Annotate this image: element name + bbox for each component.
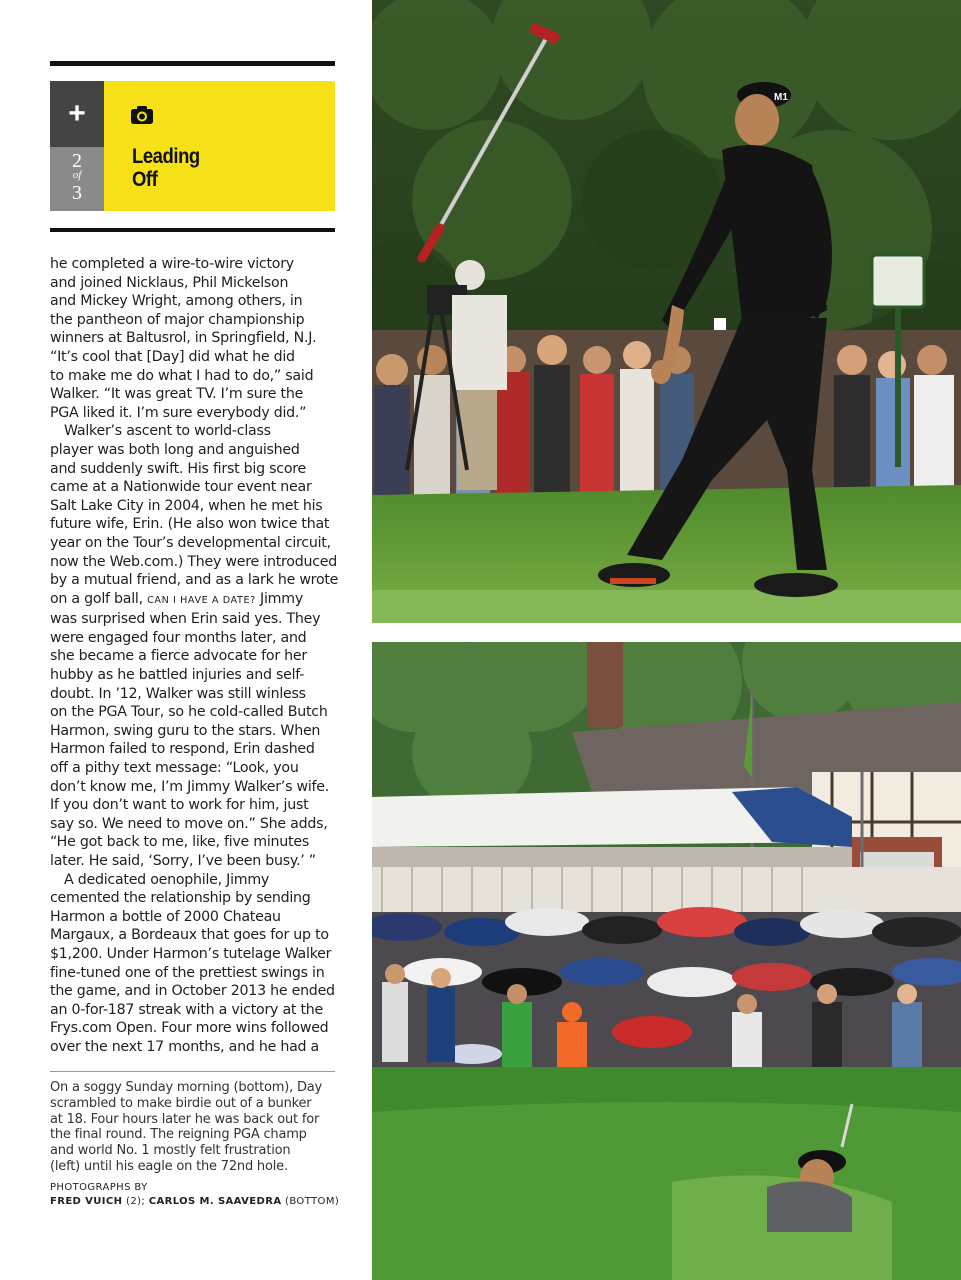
article-line-text: came at a Nationwide tour event near <box>50 479 312 496</box>
article-line-text: Harmon, swing guru to the stars. When <box>50 722 321 739</box>
camera-icon <box>130 105 154 125</box>
article-line-text: Walker. “It was great TV. I’m sure the <box>50 386 304 403</box>
credit-note-2: (BOTTOM) <box>281 1196 340 1207</box>
article-line-text: Salt Lake City in 2004, when he met his <box>50 497 323 514</box>
article-line-text: hubby as he battled injuries and self- <box>50 667 305 684</box>
cap-logo: M1 <box>774 92 788 103</box>
caption-line: On a soggy Sunday morning (bottom), Day <box>50 1080 323 1095</box>
section-label-box <box>104 81 335 211</box>
article-line <box>50 441 350 460</box>
top-rule <box>50 61 335 66</box>
article-line-text: was surprised when Erin said yes. They <box>50 611 321 628</box>
expand-button[interactable] <box>50 81 104 147</box>
article-line <box>50 871 350 890</box>
article-line-text: $1,200. Under Harmon’s tutelage Walker <box>50 945 332 962</box>
article-line <box>50 982 350 1001</box>
article-line <box>50 666 350 685</box>
article-line-text: If you don’t want to work for him, just <box>50 797 309 814</box>
article-line <box>50 740 350 759</box>
article-line <box>50 422 350 441</box>
article-line-text: off a pithy text message: “Look, you <box>50 760 299 777</box>
section-header <box>50 81 335 211</box>
article-line-text: he completed a wire-to-wire victory <box>50 256 294 272</box>
article-line-text: say so. We need to move on.” She adds, <box>50 815 328 832</box>
article-line-text: now the Web.com.) They were introduced <box>50 553 337 570</box>
article-line-text: winners at Baltusrol, in Springfield, N.J. <box>50 330 317 347</box>
article-line <box>50 571 350 590</box>
article-line-text: “He got back to me, like, five minutes <box>50 834 309 851</box>
article-line <box>50 590 350 611</box>
article-line-text: an 0-for-187 streak with a victory at the <box>50 1001 324 1018</box>
photo-credits <box>50 1181 345 1209</box>
golfer-reaction-illustration <box>372 0 961 623</box>
article-line <box>50 311 350 330</box>
photo-golfer-reaction <box>372 0 961 623</box>
article-line-text: “It’s cool that [Day] did what he did <box>50 348 295 365</box>
article-line <box>50 553 350 572</box>
credits-label: PHOTOGRAPHS BY <box>50 1182 148 1193</box>
caption-rule <box>50 1071 335 1072</box>
article-line <box>50 759 350 778</box>
credit-name-2: CARLOS M. SAAVEDRA <box>148 1196 282 1207</box>
article-line <box>50 796 350 815</box>
article-line-text: future wife, Erin. (He also won twice that <box>50 516 330 533</box>
page-current: 2 <box>72 150 82 172</box>
section-title <box>132 145 299 191</box>
article-line-text: by a mutual friend, and as a lark he wrote <box>50 572 339 589</box>
article-line-text: later. He said, ‘Sorry, I’ve been busy.’ ” <box>50 853 316 869</box>
section-title-line1: Leading <box>132 145 200 168</box>
bunker-shot-illustration <box>372 642 961 1280</box>
article-line-text: Jimmy <box>255 590 303 607</box>
article-line <box>50 610 350 629</box>
page-of: of <box>72 169 82 181</box>
article-line <box>50 534 350 553</box>
article-line-text: doubt. In ’12, Walker was still winless <box>50 685 306 702</box>
article-line-text: A dedicated oenophile, Jimmy <box>64 871 270 888</box>
page-counter <box>50 147 104 211</box>
article-line <box>50 815 350 834</box>
article-line <box>50 497 350 516</box>
article-line <box>50 629 350 648</box>
credits-names <box>50 1195 345 1209</box>
article-line-text: Harmon failed to respond, Erin dashed <box>50 741 315 758</box>
article-line <box>50 367 350 386</box>
article-line <box>50 255 350 274</box>
article-line-text: Frys.com Open. Four more wins followed <box>50 1020 329 1037</box>
article-line <box>50 945 350 964</box>
article-line <box>50 852 350 871</box>
article-line <box>50 703 350 722</box>
photo-bunker-shot <box>372 642 961 1280</box>
article-line <box>50 404 350 423</box>
article-line <box>50 647 350 666</box>
caption-line: (left) until his eagle on the 72nd hole. <box>50 1158 288 1174</box>
article-line-text: on the PGA Tour, so he cold-called Butch <box>50 704 328 721</box>
article-line <box>50 274 350 293</box>
article-line <box>50 1038 350 1057</box>
article-line-text: fine-tuned one of the prettiest swings in <box>50 964 325 981</box>
page-indicator <box>50 81 104 211</box>
article-line-text: over the next 17 months, and he had a <box>50 1038 319 1055</box>
article-line-text: to make me do what I had to do,” said <box>50 367 314 384</box>
article-line-text: PGA liked it. I’m sure everybody did.” <box>50 404 307 421</box>
page-total: 3 <box>72 182 82 204</box>
article-line-text: the game, and in October 2013 he ended <box>50 983 335 1000</box>
article-line-text: Walker’s ascent to world-class <box>64 423 271 440</box>
small-caps-text: CAN I HAVE A DATE? <box>147 594 256 606</box>
article-line <box>50 889 350 908</box>
article-line-text: don’t know me, I’m Jimmy Walker’s wife. <box>50 778 329 795</box>
caption-line: at 18. Four hours later he was back out for <box>50 1111 320 1127</box>
section-title-line2: Off <box>132 168 158 191</box>
article-line <box>50 722 350 741</box>
article-line-text: year on the Tour’s developmental circuit, <box>50 534 331 551</box>
credit-note-1: (2); <box>122 1196 149 1207</box>
article-line <box>50 908 350 927</box>
article-line <box>50 478 350 497</box>
article-line-text: and suddenly swift. His first big score <box>50 460 307 477</box>
credit-name-1: FRED VUICH <box>50 1196 123 1207</box>
article-line-text: player was both long and anguished <box>50 441 300 458</box>
article-line <box>50 778 350 797</box>
article-line <box>50 685 350 704</box>
article-line-text: the pantheon of major championship <box>50 311 305 328</box>
article-line-text: were engaged four months later, and <box>50 629 307 646</box>
photo-caption <box>50 1080 345 1175</box>
caption-line: the final round. The reigning PGA champ <box>50 1127 307 1143</box>
article-line <box>50 385 350 404</box>
article-line <box>50 833 350 852</box>
article-line <box>50 926 350 945</box>
article-line-text: Harmon a bottle of 2000 Chateau <box>50 908 281 925</box>
article-body <box>50 255 350 1057</box>
caption-line: scrambled to make birdie out of a bunker <box>50 1095 312 1111</box>
caption-line: and world No. 1 mostly felt frustration <box>50 1143 291 1159</box>
article-line-text: on a golf ball, <box>50 590 148 607</box>
article-line <box>50 1019 350 1038</box>
article-line <box>50 964 350 983</box>
article-line <box>50 292 350 311</box>
article-line-text: and Mickey Wright, among others, in <box>50 293 303 310</box>
article-line <box>50 329 350 348</box>
article-line-text: Margaux, a Bordeaux that goes for up to <box>50 927 329 944</box>
article-line <box>50 460 350 479</box>
plus-icon: + <box>68 97 86 130</box>
article-line-text: cemented the relationship by sending <box>50 890 311 907</box>
article-line <box>50 348 350 367</box>
article-line-text: and joined Nicklaus, Phil Mickelson <box>50 274 289 291</box>
article-line-text: she became a fierce advocate for her <box>50 648 307 665</box>
header-bottom-rule <box>50 228 335 232</box>
article-line <box>50 1001 350 1020</box>
article-line <box>50 515 350 534</box>
